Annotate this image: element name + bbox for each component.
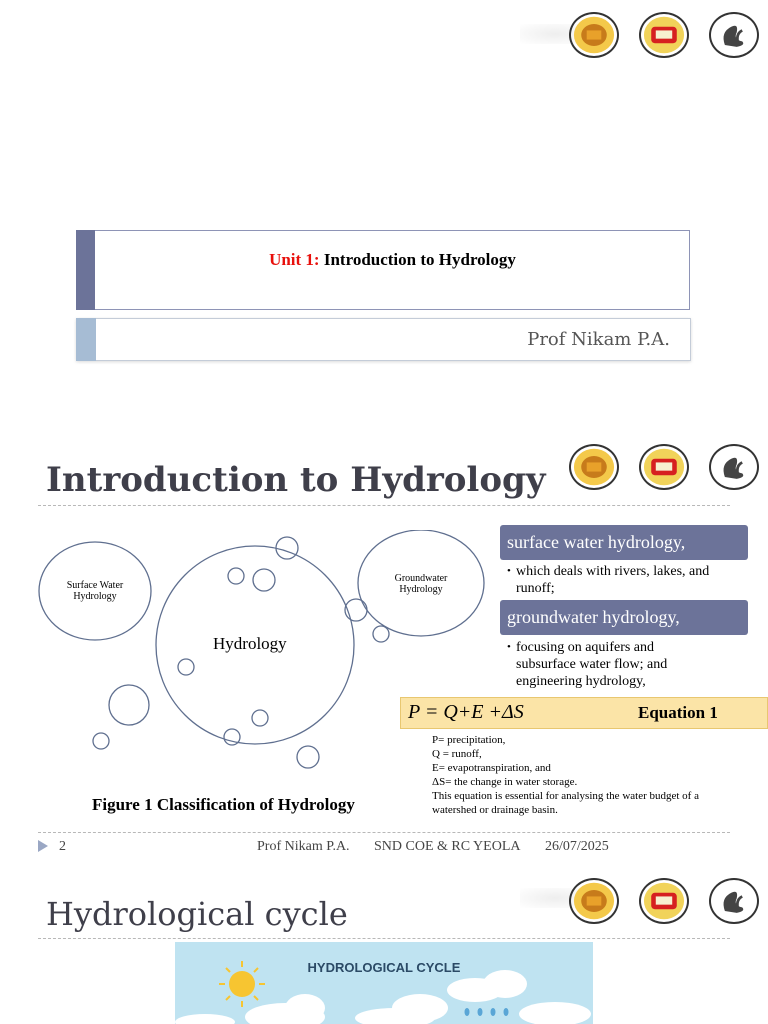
hydrological-cycle-image bbox=[175, 942, 593, 1024]
definition-line: This equation is essential for analysing the water budget of a watershed or drainage basin. bbox=[432, 790, 699, 816]
slide3-heading: Hydrological cycle bbox=[46, 895, 348, 933]
heading-divider bbox=[38, 505, 730, 506]
equation-tag: Equation 1 bbox=[638, 703, 718, 722]
surface-water-bullet: • which deals with rivers, lakes, and runoff; bbox=[507, 564, 710, 596]
bullet-icon: • bbox=[507, 641, 511, 653]
title-box bbox=[76, 230, 690, 310]
groundwater-header: groundwater hydrology, bbox=[500, 600, 748, 635]
slide-title bbox=[95, 250, 690, 270]
equation: P = Q+E +ΔS bbox=[408, 701, 524, 723]
title-accent-bar bbox=[76, 230, 95, 310]
surface-water-label: Surface Water Hydrology bbox=[66, 580, 124, 602]
cycle-illustration bbox=[175, 942, 593, 1024]
small-bubble bbox=[252, 710, 268, 726]
definition-line: E= evapotranspiration, and bbox=[432, 762, 551, 774]
swan-logo-icon bbox=[709, 12, 759, 58]
small-bubble bbox=[93, 733, 109, 749]
footer-divider bbox=[38, 832, 730, 833]
footer-author: Prof Nikam P.A. bbox=[257, 839, 350, 854]
small-bubble bbox=[253, 569, 275, 591]
unit-label: Unit 1: bbox=[269, 250, 320, 269]
rain-icon bbox=[465, 1008, 509, 1016]
footer-date: 26/07/2025 bbox=[545, 839, 609, 854]
definition-line: ΔS= the change in water storage. bbox=[432, 776, 578, 788]
footer-arrow-icon bbox=[38, 840, 48, 852]
footer-college: SND COE & RC YEOLA bbox=[374, 839, 521, 854]
college-logo-2-icon bbox=[639, 444, 689, 490]
small-bubble bbox=[178, 659, 194, 675]
bullet-icon: • bbox=[507, 565, 511, 577]
small-bubble bbox=[228, 568, 244, 584]
college-logo-1-icon bbox=[569, 878, 619, 924]
hydrology-diagram bbox=[30, 530, 500, 790]
definition-line: P= precipitation, bbox=[432, 734, 506, 746]
college-logo-2-icon bbox=[639, 12, 689, 58]
heading-divider bbox=[38, 938, 730, 939]
figure-caption: Figure 1 Classification of Hydrology bbox=[92, 795, 355, 814]
groundwater-bullet: • focusing on aquifers and subsurface water flow; and engineering hydrology, bbox=[507, 640, 668, 689]
author-name: Prof Nikam P.A. bbox=[527, 329, 670, 350]
small-bubble bbox=[109, 685, 149, 725]
swan-logo-icon bbox=[709, 444, 759, 490]
page-number: 2 bbox=[59, 839, 66, 854]
surface-water-header: surface water hydrology, bbox=[500, 525, 748, 560]
swan-logo-icon bbox=[709, 878, 759, 924]
definition-line: Q = runoff, bbox=[432, 748, 482, 760]
small-bubble bbox=[297, 746, 319, 768]
author-accent-bar bbox=[76, 318, 96, 361]
college-logo-1-icon bbox=[569, 12, 619, 58]
small-bubble bbox=[224, 729, 240, 745]
title-label: Introduction to Hydrology bbox=[319, 250, 516, 269]
college-logo-2-icon bbox=[639, 878, 689, 924]
small-bubble bbox=[373, 626, 389, 642]
small-bubble bbox=[276, 537, 298, 559]
hydrology-label: Hydrology bbox=[213, 634, 287, 653]
groundwater-label: Groundwater Hydrology bbox=[394, 573, 448, 595]
cycle-image-title: HYDROLOGICAL CYCLE bbox=[307, 960, 461, 975]
equation-definitions bbox=[432, 733, 732, 817]
slide2-heading: Introduction to Hydrology bbox=[46, 460, 546, 500]
college-logo-1-icon bbox=[569, 444, 619, 490]
